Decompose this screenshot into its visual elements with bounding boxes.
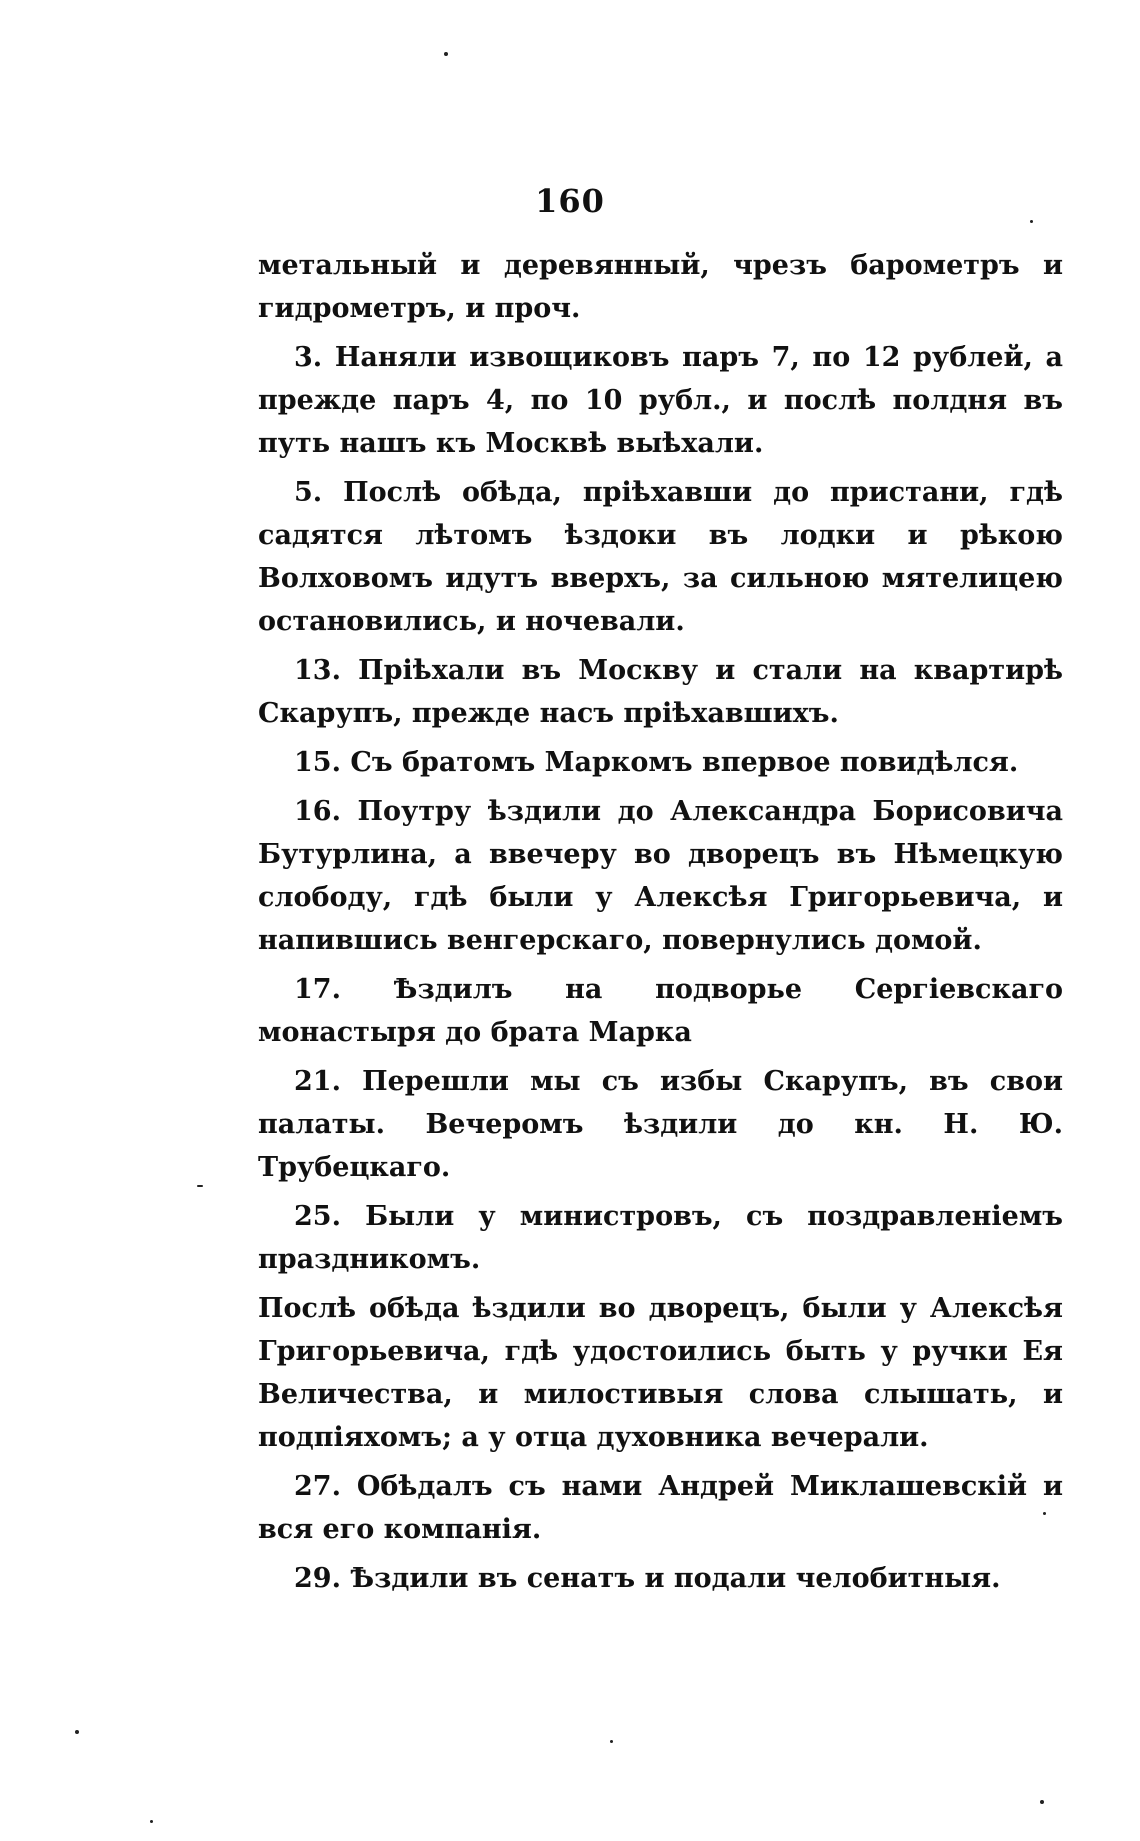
paragraph: 13. Пріѣхали въ Москву и стали на квартирѣ Скарупъ, прежде насъ пріѣхавшихъ.	[258, 655, 1063, 729]
paragraph: метальный и деревянный, чрезъ барометръ и гидрометръ, и проч.	[258, 250, 1063, 324]
paragraph: 25. Были у министровъ, съ поздравленіемъ праздникомъ.	[258, 1201, 1063, 1275]
scan-speck	[1040, 1800, 1044, 1804]
paragraph: 27. Обѣдалъ съ нами Андрей Миклашевскій и вся его компанія.	[258, 1471, 1063, 1545]
scan-speck	[610, 1740, 613, 1743]
paragraph: Послѣ обѣда ѣздили во дворецъ, были у Алексѣя Григорьевича, гдѣ удостоились быть у ручки Ея Величества, и милостивыя слова слышать, и подпіяхомъ; а у отца духовника вечерали.	[258, 1293, 1063, 1453]
paragraph: 5. Послѣ обѣда, пріѣхавши до пристани, гдѣ садятся лѣтомъ ѣздоки въ лодки и рѣкою Волховомъ идутъ вверхъ, за сильною мятелицею остановились, и ночевали.	[258, 477, 1063, 637]
paragraph: 16. Поутру ѣздили до Александра Борисовича Бутурлина, а ввечеру во дворецъ въ Нѣмецкую слободу, гдѣ были у Алексѣя Григорьевича, и напившись венгерскаго, повернулись домой.	[258, 796, 1063, 956]
paragraph: 21. Перешли мы съ избы Скарупъ, въ свои палаты. Вечеромъ ѣздили до кн. Н. Ю. Трубецкаго.	[258, 1066, 1063, 1183]
scan-speck	[1043, 1512, 1046, 1515]
page-number: 160	[535, 182, 605, 220]
scan-speck	[444, 52, 448, 56]
body-text	[258, 244, 1063, 1606]
scan-speck	[75, 1730, 79, 1734]
scan-speck	[150, 1820, 153, 1823]
paragraph: 15. Съ братомъ Маркомъ впервое повидѣлся.	[294, 747, 1019, 778]
paragraph: 17. Ѣздилъ на подворье Сергіевскаго монастыря до брата Марка	[258, 974, 1063, 1048]
scan-speck	[197, 1185, 203, 1187]
paragraph: 3. Наняли извощиковъ паръ 7, по 12 рублей, а прежде паръ 4, по 10 рубл., и послѣ полдня въ путь нашъ къ Москвѣ выѣхали.	[258, 342, 1063, 459]
scan-speck	[1030, 220, 1033, 223]
paragraph: 29. Ѣздили въ сенатъ и подали челобитныя.	[294, 1563, 1001, 1594]
